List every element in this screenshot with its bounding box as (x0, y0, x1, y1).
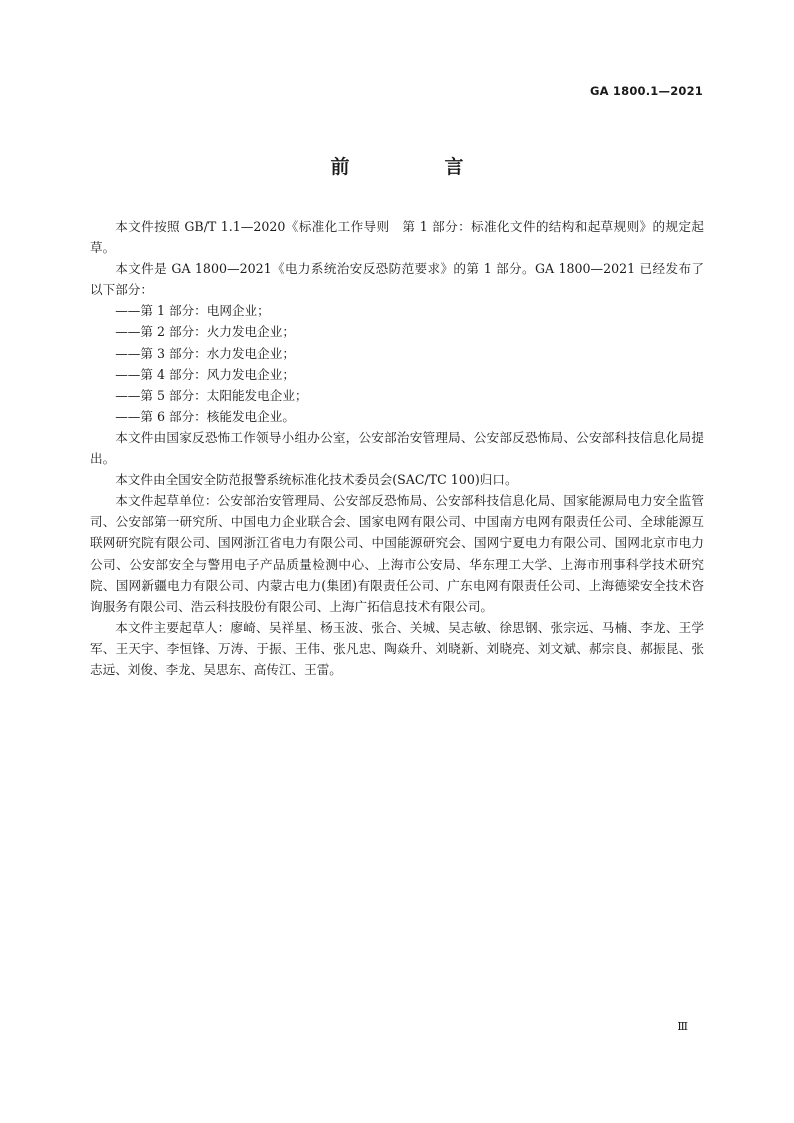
list-item-part-1: ——第 1 部分：电网企业； (115, 303, 270, 319)
paragraph-committee: 本文件由全国安全防范报警系统标准化技术委员会(SAC/TC 100)归口。 (115, 472, 518, 488)
list-item-part-2: ——第 2 部分：火力发电企业； (115, 324, 295, 340)
list-item-part-4: ——第 4 部分：风力发电企业； (115, 366, 295, 382)
page-title: 前 言 (330, 156, 502, 178)
list-item-part-3: ——第 3 部分：水力发电企业； (115, 345, 295, 361)
paragraph-series-intro: 本文件是 GA 1800—2021《电力系统治安反恐防范要求》的第 1 部分。GA 1800—2021 已经发布了以下部分： (90, 261, 704, 298)
document-code: GA 1800.1—2021 (589, 84, 703, 98)
paragraph-drafters: 本文件主要起草人：廖崎、吴祥星、杨玉波、张合、关城、吴志敏、徐思钢、张宗远、马楠、李龙、王学军、王天宇、李恒锋、万涛、于振、王伟、张凡忠、陶焱升、刘晓新、刘晓亮、刘文斌、郝宗良、郝振昆、张志远、刘俊、李龙、吴思东、高传江、王雷。 (90, 619, 704, 677)
paragraph-drafting-units: 本文件起草单位：公安部治安管理局、公安部反恐怖局、公安部科技信息化局、国家能源局电力安全监管司、公安部第一研究所、中国电力企业联合会、国家电网有限公司、中国南方电网有限责任公司、全球能源互联网研究院有限公司、国网浙江省电力有限公司、中国能源研究会、国网宁夏电力有限公司、国网北京市电力公司、公安部安全与警用电子产品质量检测中心、上海市公安局、华东理工大学、上海市刑事科学技术研究院、国网新疆电力有限公司、内蒙古电力(集团)有限责任公司、广东电网有限责任公司、上海德梁安全技术咨询服务有限公司、浩云科技股份有限公司、上海广拓信息技术有限公司。 (90, 493, 704, 614)
list-item-part-6: ——第 6 部分：核能发电企业。 (115, 408, 295, 424)
page-number: Ⅲ (677, 1020, 688, 1033)
foreword-body (90, 216, 704, 680)
paragraph-proposer: 本文件由国家反恐怖工作领导小组办公室，公安部治安管理局、公安部反恐怖局、公安部科技信息化局提出。 (90, 429, 704, 467)
paragraph-drafting-rules: 本文件按照 GB/T 1.1—2020《标准化工作导则 第 1 部分：标准化文件的结构和起草规则》的规定起草。 (90, 219, 704, 256)
list-item-part-5: ——第 5 部分：太阳能发电企业； (115, 387, 308, 403)
